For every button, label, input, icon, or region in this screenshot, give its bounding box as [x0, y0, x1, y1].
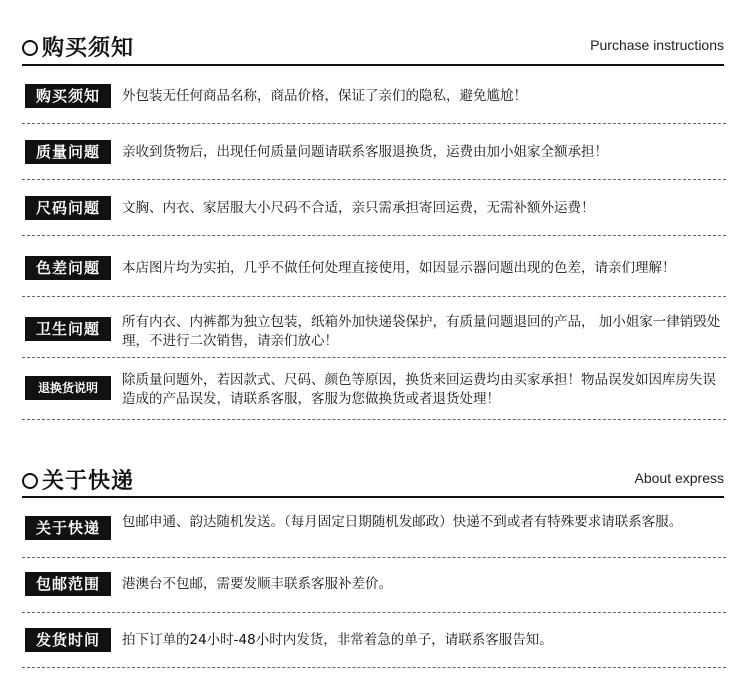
express-section-header: [22, 464, 724, 504]
item-label: 购买须知: [25, 84, 111, 108]
item-text: 除质量问题外，若因款式、尺码、颜色等原因，换货来回运费均由买家承担！物品误发如因库房失误造成的产品误发，请联系客服，客服为您做换货或者退货处理！: [122, 372, 716, 407]
section-subtitle-en: Purchase instructions: [590, 37, 724, 53]
dotted-divider: [22, 179, 726, 180]
item-label: 关于快递: [25, 516, 111, 540]
item-text: 包邮申通、韵达随机发送。（每月固定日期随机发邮政）快递不到或者有特殊要求请联系客服。: [122, 514, 683, 530]
section-divider: [22, 64, 724, 66]
item-label: 包邮范围: [25, 572, 111, 596]
dotted-divider: [22, 235, 726, 236]
dotted-divider: [22, 357, 726, 358]
item-label: 卫生问题: [25, 317, 111, 341]
dotted-divider: [22, 419, 726, 420]
section-subtitle-en: About express: [634, 470, 724, 486]
item-label: 色差问题: [25, 256, 111, 280]
dotted-divider: [22, 557, 726, 558]
item-text: 外包装无任何商品名称，商品价格，保证了亲们的隐私，避免尴尬！: [122, 88, 527, 104]
item-text: 拍下订单的24小时-48小时内发货，非常着急的单子，请联系客服告知。: [122, 632, 553, 648]
dotted-divider: [22, 667, 726, 668]
dotted-divider: [22, 296, 726, 297]
item-text: 文胸、内衣、家居服大小尺码不合适，亲只需承担寄回运费，无需补额外运费！: [122, 200, 595, 216]
item-text: 港澳台不包邮，需要发顺丰联系客服补差价。: [122, 576, 392, 592]
section-title: 关于快递: [42, 469, 135, 494]
item-text: 亲收到货物后，出现任何质量问题请联系客服退换货，运费由加小姐家全额承担！: [122, 144, 608, 160]
dotted-divider: [22, 123, 726, 124]
circle-bullet-icon: [22, 473, 38, 489]
item-label: 质量问题: [25, 140, 111, 164]
item-text: 本店图片均为实拍，几乎不做任何处理直接使用，如因显示器问题出现的色差，请亲们理解！: [122, 260, 676, 276]
item-text: 所有内衣、内裤都为独立包装，纸箱外加快递袋保护，有质量问题退回的产品， 加小姐家一律销毁处理，不进行二次销售，请亲们放心！: [122, 314, 721, 349]
item-label: 发货时间: [25, 628, 111, 652]
dotted-divider: [22, 612, 726, 613]
section-title: 购买须知: [42, 36, 135, 61]
section-divider: [22, 496, 724, 498]
item-label: 退换货说明: [25, 376, 111, 400]
item-label: 尺码问题: [25, 196, 111, 220]
circle-bullet-icon: [22, 40, 38, 56]
